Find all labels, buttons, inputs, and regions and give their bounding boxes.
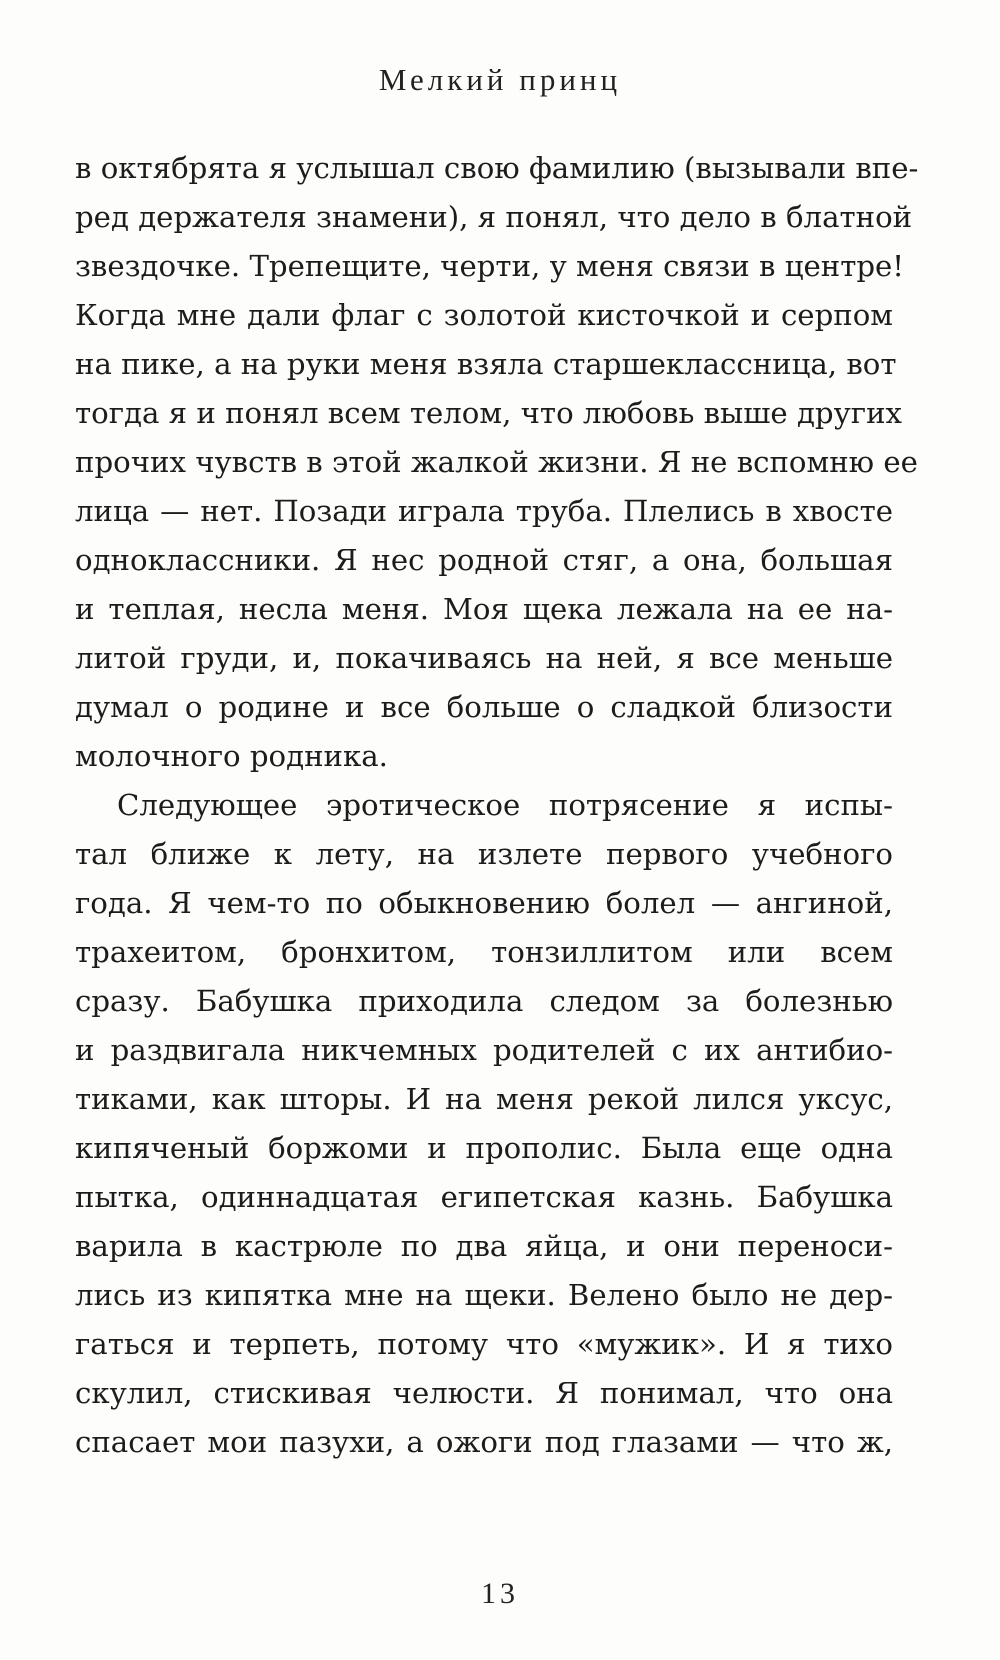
text-line: звездочке. Трепещите, черти, у меня связи в центре!: [75, 249, 905, 283]
text-line: ред держателя знамени), я понял, что дело в блатной: [75, 200, 913, 234]
text-line: лица — нет. Позади играла труба. Плелись в хвосте: [75, 494, 893, 528]
text-line: думал о родине и все больше о сладкой близости: [75, 690, 893, 724]
text-line: гаться и терпеть, потому что «мужик». И я тихо: [75, 1327, 893, 1361]
text-line: лись из кипятка мне на щеки. Велено было не дер-: [75, 1278, 893, 1312]
running-head: Мелкий принц: [378, 62, 622, 97]
text-line: скулил, стискивая челюсти. Я понимал, что она: [75, 1376, 893, 1410]
text-line: Когда мне дали флаг с золотой кисточкой и серпом: [75, 298, 893, 332]
text-line: в октябрята я услышал свою фамилию (вызывали впе-: [75, 151, 919, 185]
text-line: молочного родника.: [75, 739, 388, 773]
text-line: года. Я чем-то по обыкновению болел — ангиной,: [75, 886, 893, 920]
text-line: и теплая, несла меня. Моя щека лежала на ее на-: [75, 592, 893, 626]
text-line: пытка, одиннадцатая египетская казнь. Бабушка: [75, 1180, 893, 1214]
paragraph-1: [75, 144, 919, 781]
text-line: трахеитом, бронхитом, тонзиллитом или всем: [75, 935, 893, 969]
text-line: тал ближе к лету, на излете первого учебного: [75, 837, 893, 871]
text-line: на пике, а на руки меня взяла старшеклассница, вот: [75, 347, 897, 381]
text-line: тиками, как шторы. И на меня рекой лился уксус,: [75, 1082, 893, 1116]
paragraph-2: [75, 781, 893, 1467]
text-line: литой груди, и, покачиваясь на ней, я все меньше: [75, 641, 893, 675]
text-line: варила в кастрюле по два яйца, и они переноси-: [75, 1229, 893, 1263]
text-line: кипяченый боржоми и прополис. Была еще одна: [75, 1131, 893, 1165]
text-line: одноклассники. Я нес родной стяг, а она, большая: [75, 543, 893, 577]
text-line: тогда я и понял всем телом, что любовь выше других: [75, 396, 902, 430]
page-number: 13: [481, 1577, 519, 1610]
text-line: сразу. Бабушка приходила следом за болезнью: [75, 984, 893, 1018]
text-line: Следующее эротическое потрясение я испы-: [117, 788, 893, 822]
text-line: прочих чувств в этой жалкой жизни. Я не вспомню ее: [75, 445, 918, 479]
text-line: спасает мои пазухи, а ожоги под глазами — что ж,: [75, 1425, 893, 1459]
text-line: и раздвигала никчемных родителей с их антибио-: [75, 1033, 893, 1067]
body-text: [75, 144, 919, 1467]
